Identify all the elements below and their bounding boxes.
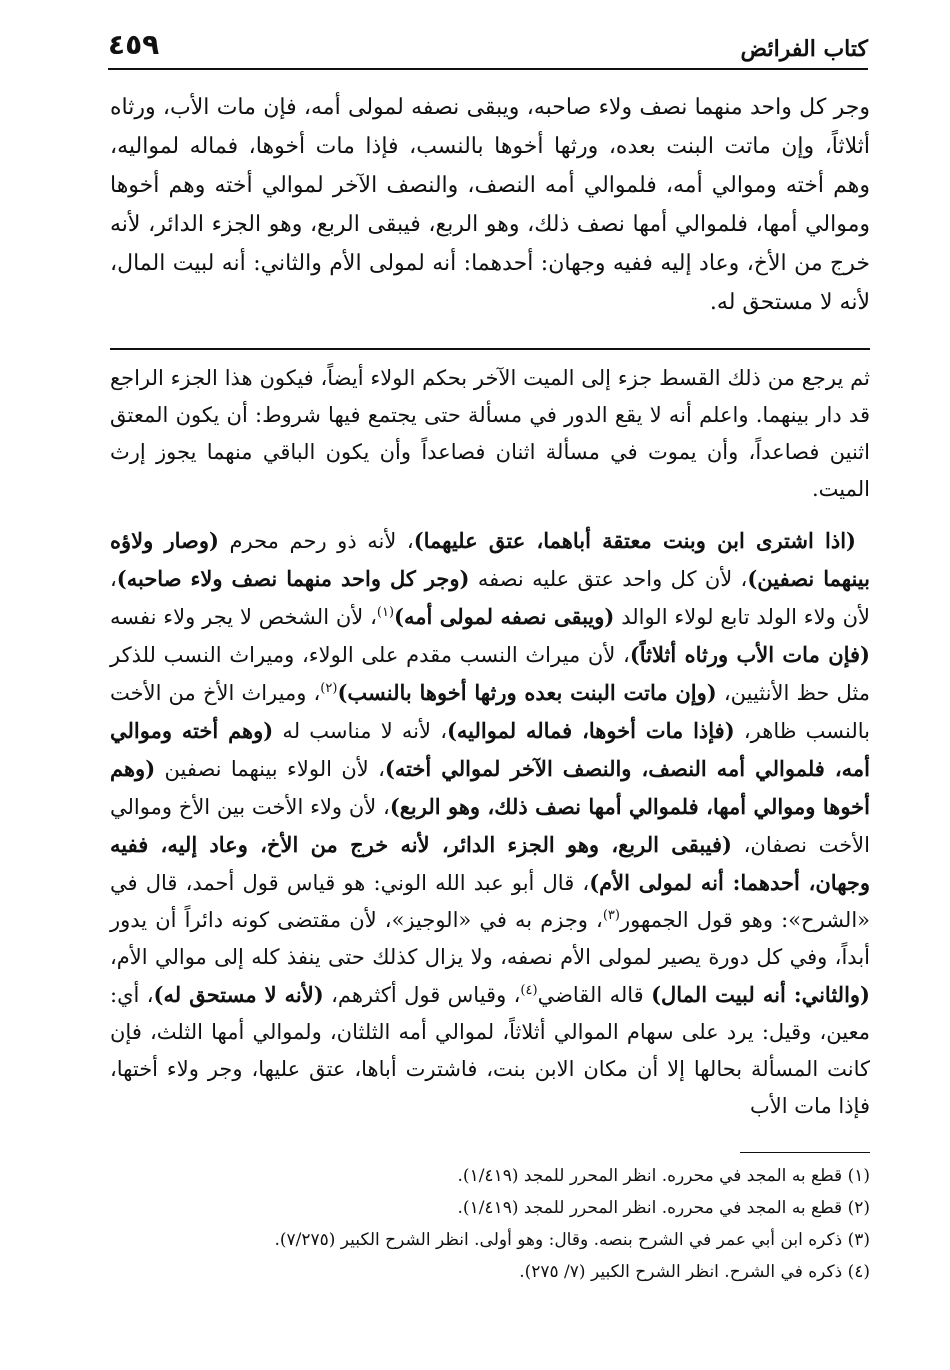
commentary-segment: ، وجزم به في «الوجيز»، لأن مقتضى كونه دائراً أن يدور أبداً، وفي كل دورة يصير لمولى الأم نصفه، ولا يزال كذلك حتى ينفذ كله إلى موالي الأم،	[110, 908, 870, 969]
matn-separator	[110, 348, 870, 350]
commentary-segment: ، لأنه لا مناسب له	[273, 719, 447, 743]
matn-quote: (وهم أخوها وموالي أمها، فلموالي أمها نصف ذلك، وهو الربع)	[110, 756, 870, 819]
commentary-segment: ، وميراث الأخ من الأخت بالنسب ظاهر،	[110, 681, 870, 743]
footnote: (١) قطع به المجد في محرره. انظر المحرر للمجد (١/٤١٩).	[457, 1166, 870, 1186]
commentary-segment: ، لأن الولاء بينهما نصفين	[155, 757, 385, 781]
commentary-segment: ، لأن ميراث النسب مقدم على الولاء، وميراث النسب للذكر مثل حظ الأنثيين،	[110, 643, 870, 705]
footnote: (٢) قطع به المجد في محرره. انظر المحرر للمجد (١/٤١٩).	[457, 1198, 870, 1218]
matn-quote: (وهم أخته وموالي أمه، فلموالي أمه النصف، والنصف الآخر لموالي أخته)	[110, 718, 870, 781]
footnote-ref: (١)	[376, 605, 395, 620]
matn-quote: (اذا اشترى ابن وبنت معتقة أباهما، عتق عليهما)	[413, 528, 856, 553]
footnote-separator	[740, 1152, 870, 1153]
commentary	[110, 360, 870, 1139]
commentary-segment: ، وقياس قول أكثرهم،	[323, 983, 521, 1007]
commentary-segment: ، قال أبو عبد الله الوني: هو قياس قول أحمد، قال في «الشرح»: وهو قول الجمهور	[110, 871, 871, 932]
matn-quote: (فإن مات الأب ورثاه أثلاثاً)	[629, 642, 870, 667]
commentary-segment: ، لأن الشخص لا يجر ولاء نفسه	[110, 605, 377, 629]
commentary-segment: قاله القاضي	[537, 983, 652, 1007]
footnote-ref: (٤)	[520, 983, 538, 998]
matn-quote: (وجر كل واحد منهما نصف ولاء صاحبه)	[116, 566, 470, 591]
matn-quote: (ويبقى نصفه لمولى أمه)	[394, 604, 615, 629]
footnote: (٣) ذكره ابن أبي عمر في الشرح بنصه. وقال: وهو أولى. انظر الشرح الكبير (٧/٢٧٥).	[274, 1230, 870, 1250]
matn-quote: (وإن ماتت البنت بعده ورثها أخوها بالنسب)	[337, 680, 717, 705]
commentary-segment: ، لأن ولاء الأخت بين الأخ وموالي الأخت نصفان،	[110, 795, 870, 857]
matn-quote: (وصار ولاؤه بينهما نصفين)	[110, 528, 870, 591]
commentary-intro: ثم يرجع من ذلك القسط جزء إلى الميت الآخر بحكم الولاء أيضاً، فيكون هذا الجزء الراجع قد دار بينهما. واعلم أنه لا يقع الدور في مسألة حتى يجتمع فيها شروط: أن يكون المعتق اثنين فصاعداً، وأن يموت في مسألة اثنان فصاعداً وأن يكون الباقي منهما يجوز إرث الميت.	[110, 366, 870, 501]
matn-quote: (لأنه لا مستحق له)	[153, 982, 324, 1007]
footnote: (٤) ذكره في الشرح. انظر الشرح الكبير (٧/ ٢٧٥).	[519, 1262, 870, 1282]
footnote-ref: (٣)	[602, 908, 620, 923]
matn-quote: (فإذا مات أخوها، فماله لمواليه)	[446, 718, 735, 743]
footnotes	[110, 1160, 870, 1288]
matn-text: وجر كل واحد منهما نصف ولاء صاحبه، ويبقى نصفه لمولى أمه، فإن مات الأب، ورثاه أثلاثاً، وإن ماتت البنت بعده، ورثها أخوها بالنسب، فإذا مات أخوها، فماله لمواليه، وهم أخته وموالي أمه، فلموالي أمه النصف، والنصف الآخر لموالي أخته وهم أخوها وموالي أمها، فلموالي أمها نصف ذلك، وهو الربع، فيبقى الربع، وهو الجزء الدائر، لأنه خرج من الأخ، وعاد إليه ففيه وجهان: أحدهما: أنه لمولى الأم والثاني: أنه لبيت المال، لأنه لا مستحق له.	[110, 95, 870, 315]
commentary-segment: ، لأن كل واحد عتق عليه نصفه	[469, 567, 748, 591]
page-number: ٤٥٩	[108, 28, 160, 61]
chapter-title: كتاب الفرائض	[740, 36, 868, 62]
commentary-segment: ، لأنه ذو رحم محرم	[218, 529, 414, 553]
commentary-segment: ، أي: معين، وقيل: يرد على سهام الموالي أثلاثاً، لموالي أمه الثلثان، ولموالي أمها الثلث، فإن كانت المسألة بحالها إلا أن مكان الابن بنت، فاشترت أباها، عتق عليها، وجر ولاء أختها، فإذا مات الأب	[110, 983, 870, 1118]
matn-quote: (فيبقى الربع، وهو الجزء الدائر، لأنه خرج من الأخ، وعاد إليه، ففيه وجهان، أحدهما: أنه لمولى الأم)	[110, 832, 870, 895]
page-header	[108, 22, 868, 70]
matn-quote: (والثاني: أنه لبيت المال)	[651, 982, 870, 1007]
commentary-segment: ، لأن ولاء الولد تابع لولاء الوالد	[110, 567, 870, 629]
footnote-ref: (٢)	[320, 681, 338, 696]
commentary-explanation	[110, 522, 870, 1125]
